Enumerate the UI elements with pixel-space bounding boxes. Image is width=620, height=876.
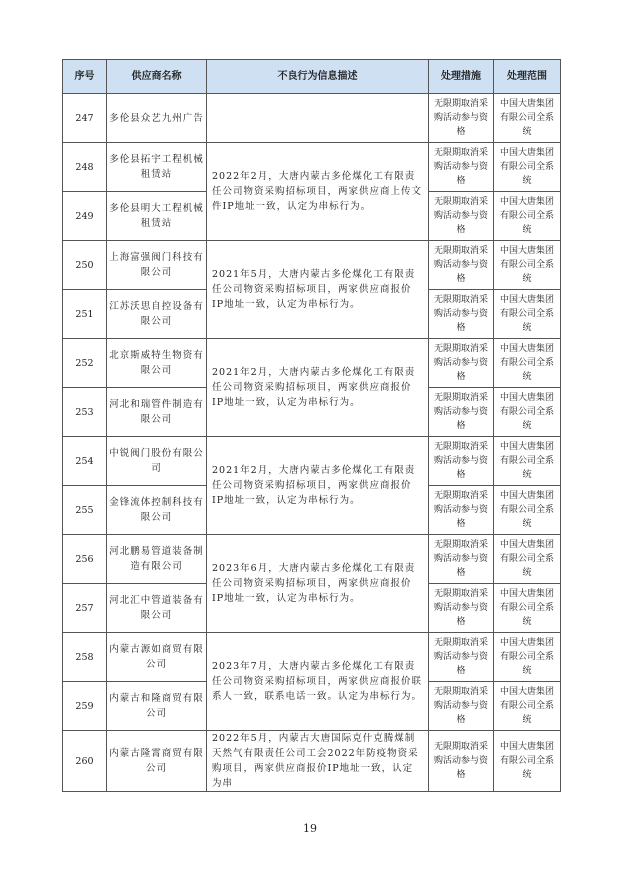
row-no: 248	[63, 143, 107, 192]
row-no: 250	[63, 241, 107, 290]
row-scope: 中国大唐集团有限公司全系统	[494, 437, 561, 486]
table-row	[63, 633, 561, 682]
row-scope: 中国大唐集团有限公司全系统	[494, 339, 561, 388]
row-action: 无限期取消采购活动参与资格	[429, 437, 494, 486]
row-no: 257	[63, 584, 107, 633]
row-scope: 中国大唐集团有限公司全系统	[494, 486, 561, 535]
row-action: 无限期取消采购活动参与资格	[429, 486, 494, 535]
row-supplier: 中锐阀门股份有限公司	[107, 437, 207, 486]
row-supplier: 内蒙古和隆商贸有限公司	[107, 682, 207, 731]
row-action: 无限期取消采购活动参与资格	[429, 682, 494, 731]
table-row	[63, 437, 561, 486]
row-no: 252	[63, 339, 107, 388]
table-row	[63, 731, 561, 792]
row-description: 2021年2月，大唐内蒙古多伦煤化工有限责任公司物资采购招标项目，两家供应商报价IP地址一致，认定为串标行为。	[207, 437, 429, 535]
header-scope: 处理范围	[494, 60, 561, 94]
row-no: 253	[63, 388, 107, 437]
row-action: 无限期取消采购活动参与资格	[429, 192, 494, 241]
row-description: 2023年7月，大唐内蒙古多伦煤化工有限责任公司物资采购招标项目，两家供应商报价联系人一致，联系电话一致。认定为串标行为。	[207, 633, 429, 731]
header-no: 序号	[63, 60, 107, 94]
row-scope: 中国大唐集团有限公司全系统	[494, 192, 561, 241]
row-supplier: 多伦县拓宇工程机械租赁站	[107, 143, 207, 192]
row-action: 无限期取消采购活动参与资格	[429, 339, 494, 388]
table-row	[63, 535, 561, 584]
header-supplier: 供应商名称	[107, 60, 207, 94]
row-action: 无限期取消采购活动参与资格	[429, 290, 494, 339]
table-row	[63, 94, 561, 143]
row-no: 247	[63, 94, 107, 143]
header-description: 不良行为信息描述	[207, 60, 429, 94]
table-header-row	[63, 60, 561, 94]
row-supplier: 多伦县明大工程机械租赁站	[107, 192, 207, 241]
row-no: 251	[63, 290, 107, 339]
row-action: 无限期取消采购活动参与资格	[429, 388, 494, 437]
table-row	[63, 241, 561, 290]
row-scope: 中国大唐集团有限公司全系统	[494, 682, 561, 731]
row-description: 2021年2月，大唐内蒙古多伦煤化工有限责任公司物资采购招标项目，两家供应商报价IP地址一致，认定为串标行为。	[207, 339, 429, 437]
row-scope: 中国大唐集团有限公司全系统	[494, 731, 561, 792]
row-description: 2023年6月，大唐内蒙古多伦煤化工有限责任公司物资采购招标项目，两家供应商报价IP地址一致，认定为串标行为。	[207, 535, 429, 633]
row-no: 258	[63, 633, 107, 682]
row-scope: 中国大唐集团有限公司全系统	[494, 94, 561, 143]
row-action: 无限期取消采购活动参与资格	[429, 535, 494, 584]
row-scope: 中国大唐集团有限公司全系统	[494, 535, 561, 584]
row-no: 260	[63, 731, 107, 792]
page-number: 19	[303, 822, 317, 835]
row-supplier: 河北和瑞管件制造有限公司	[107, 388, 207, 437]
row-supplier: 北京斯威特生物资有限公司	[107, 339, 207, 388]
row-description: 2022年2月，大唐内蒙古多伦煤化工有限责任公司物资采购招标项目，两家供应商上传文件IP地址一致，认定为串标行为。	[207, 143, 429, 241]
row-action: 无限期取消采购活动参与资格	[429, 584, 494, 633]
row-supplier: 金锋流体控制科技有限公司	[107, 486, 207, 535]
row-scope: 中国大唐集团有限公司全系统	[494, 290, 561, 339]
row-supplier: 多伦县众艺九州广告	[107, 94, 207, 143]
row-description: 2022年5月，内蒙古大唐国际克什克腾煤制天然气有限责任公司工会2022年防疫物资采购项目，两家供应商报价IP地址一致，认定为串	[207, 731, 429, 792]
header-action: 处理措施	[429, 60, 494, 94]
row-action: 无限期取消采购活动参与资格	[429, 94, 494, 143]
row-no: 255	[63, 486, 107, 535]
bad-behavior-table	[62, 59, 561, 792]
row-scope: 中国大唐集团有限公司全系统	[494, 388, 561, 437]
table-row	[63, 339, 561, 388]
table-row	[63, 143, 561, 192]
row-supplier: 内蒙古隆霄商贸有限公司	[107, 731, 207, 792]
row-scope: 中国大唐集团有限公司全系统	[494, 241, 561, 290]
row-supplier: 江苏沃思自控设备有限公司	[107, 290, 207, 339]
row-supplier: 内蒙古源如商贸有限公司	[107, 633, 207, 682]
row-scope: 中国大唐集团有限公司全系统	[494, 633, 561, 682]
row-no: 249	[63, 192, 107, 241]
row-no: 259	[63, 682, 107, 731]
row-scope: 中国大唐集团有限公司全系统	[494, 143, 561, 192]
row-action: 无限期取消采购活动参与资格	[429, 731, 494, 792]
row-description: 2021年5月，大唐内蒙古多伦煤化工有限责任公司物资采购招标项目，两家供应商报价IP地址一致，认定为串标行为。	[207, 241, 429, 339]
row-scope: 中国大唐集团有限公司全系统	[494, 584, 561, 633]
row-action: 无限期取消采购活动参与资格	[429, 633, 494, 682]
row-supplier: 河北汇中管道装备有限公司	[107, 584, 207, 633]
row-supplier: 上海富强阀门科技有限公司	[107, 241, 207, 290]
row-no: 254	[63, 437, 107, 486]
row-supplier: 河北鹏易管道装备制造有限公司	[107, 535, 207, 584]
row-action: 无限期取消采购活动参与资格	[429, 241, 494, 290]
row-action: 无限期取消采购活动参与资格	[429, 143, 494, 192]
row-no: 256	[63, 535, 107, 584]
row-description	[207, 94, 429, 143]
